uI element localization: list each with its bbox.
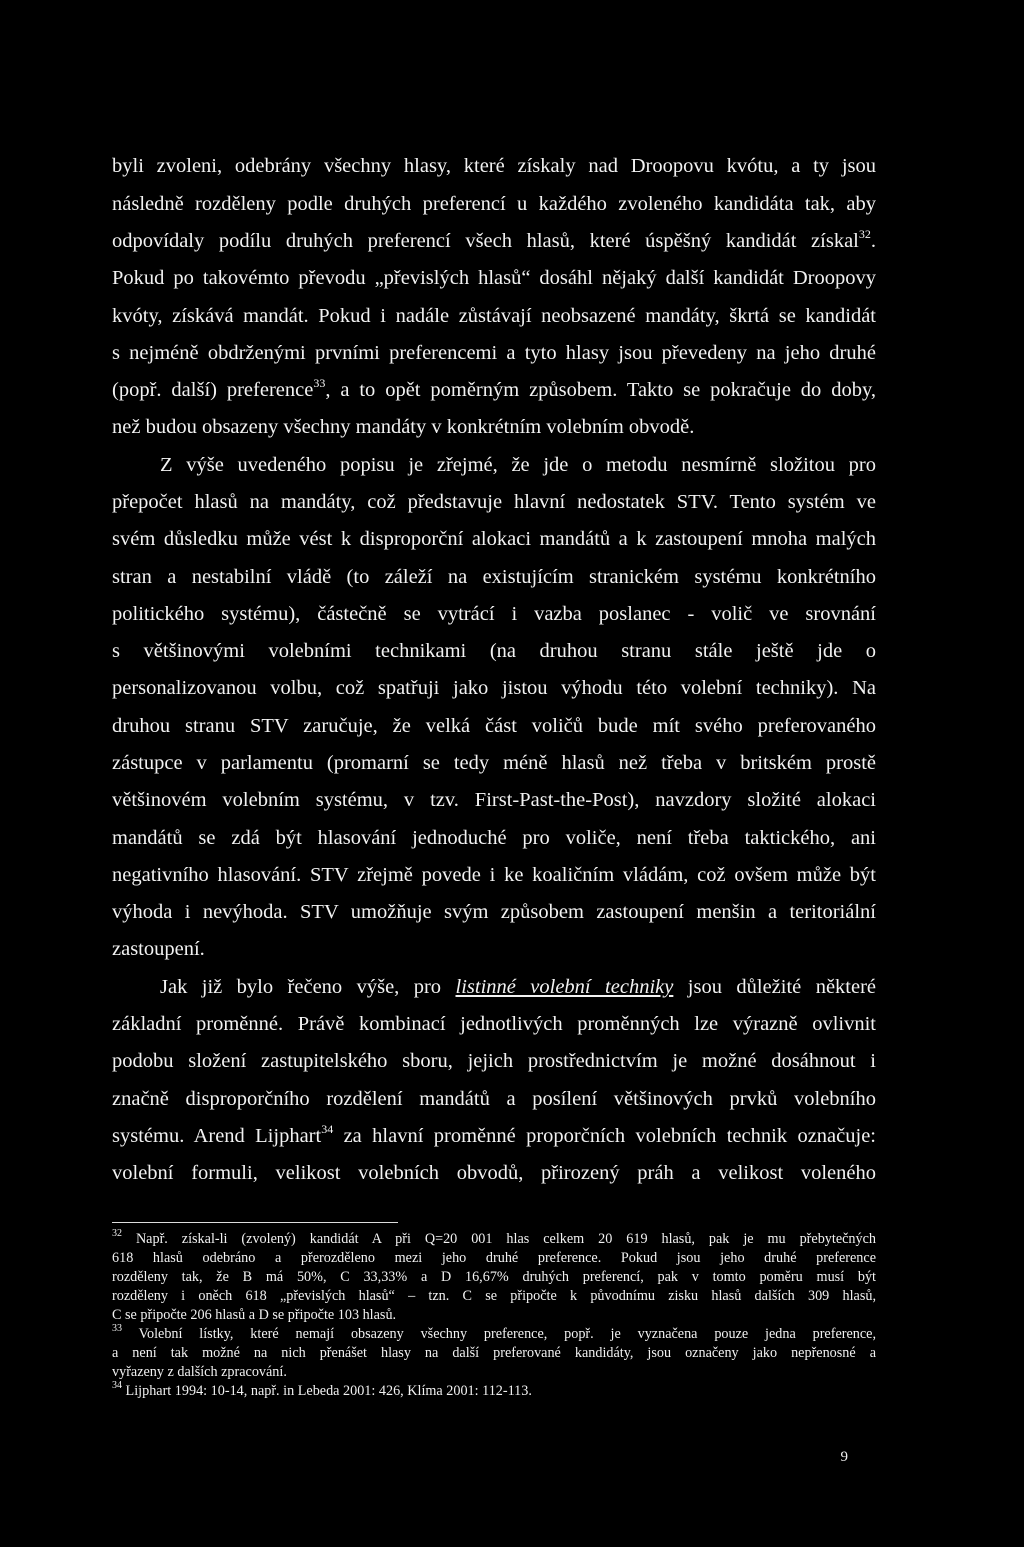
paragraph-first-line: Jak již bylo řečeno výše, pro listinné volební techniky jsou důležité některé bbox=[160, 976, 877, 998]
footnote-line: C se připočte 206 hlasů a D se připočte 103 hlasů. bbox=[112, 1307, 397, 1323]
page-number: 9 bbox=[840, 1449, 848, 1465]
body-line: systému. Arend Lijphart$^{34}$ za hlavní proměnné proporčních volebních technik označuje: bbox=[112, 1122, 876, 1147]
footnote-number: 33 bbox=[112, 1323, 122, 1334]
body-line: výhoda i nevýhoda. STV umožňuje svým způsobem zastoupení menšin a teritoriální bbox=[112, 901, 876, 923]
paragraph-first-line: Z výše uvedeného popisu je zřejmé, že jde o metodu nesmírně složitou pro bbox=[160, 454, 876, 476]
body-line: přepočet hlasů na mandáty, což představuje hlavní nedostatek STV. Tento systém ve bbox=[112, 491, 876, 513]
body-line: Pokud po takovémto převodu „převislých hlasů“ dosáhl nějaký další kandidát Droopovy bbox=[112, 267, 876, 289]
body-line: personalizovanou volbu, což spatřuji jako jistou výhodu této volební techniky). Na bbox=[112, 677, 876, 699]
body-line: politického systému), částečně se vytrácí i vazba poslanec - volič ve srovnání bbox=[112, 603, 876, 625]
body-line: základní proměnné. Právě kombinací jednotlivých proměnných lze výrazně ovlivnit bbox=[112, 1013, 876, 1035]
body-line: než budou obsazeny všechny mandáty v konkrétním volebním obvodě. bbox=[112, 416, 695, 438]
footnote-number: 32 bbox=[112, 1228, 122, 1239]
body-line: zastoupení. bbox=[112, 938, 205, 960]
footnote-33: $^{33}$ Volební lístky, které nemají obsazeny všechny preference, popř. je vyznačena pouze jedna preference, bbox=[112, 1323, 876, 1342]
footnote-ref-33[interactable]: 33 bbox=[313, 376, 326, 390]
footnote-ref-34[interactable]: 34 bbox=[321, 1122, 334, 1136]
body-line: (popř. další) preference$^{33}$, a to opět poměrným způsobem. Takto se pokračuje do doby, bbox=[112, 376, 876, 401]
body-line: byli zvoleni, odebrány všechny hlasy, které získaly nad Droopovu kvótu, a ty jsou bbox=[112, 155, 876, 177]
body-line: s většinovými volebními technikami (na druhou stranu stále ještě jde o bbox=[112, 640, 876, 662]
body-line: mandátů se zdá být hlasování jednoduché pro voliče, není třeba taktického, ani bbox=[112, 827, 876, 849]
body-line: kvóty, získává mandát. Pokud i nadále zůstávají neobsazené mandáty, škrtá se kandidát bbox=[112, 305, 876, 327]
link-listinne-volebni-techniky[interactable]: listinné volební techniky bbox=[455, 976, 674, 998]
body-line: značně disproporčního rozdělení mandátů a posílení většinových prvků volebního bbox=[112, 1088, 876, 1110]
body-line: většinovém volebním systému, v tzv. First-Past-the-Post), navzdory složité alokaci bbox=[112, 789, 876, 811]
footnote-34: $^{34}$ Lijphart 1994: 10-14, např. in Lebeda 2001: 426, Klíma 2001: 112-113. bbox=[112, 1380, 532, 1399]
body-line: svém důsledku může vést k disproporční alokaci mandátů a k zastoupení mnoha malých bbox=[112, 528, 876, 550]
body-line: negativního hlasování. STV zřejmě povede i ke koaličním vládám, což ovšem může být bbox=[112, 864, 876, 886]
footnote-line: 618 hlasů odebráno a přerozděleno mezi jeho druhé preference. Pokud jsou jeho druhé preference bbox=[112, 1250, 876, 1266]
footnote-line: a není tak možné na nich přenášet hlasy na další preferované kandidáty, jsou označeny jako nepřenosné a bbox=[112, 1345, 876, 1361]
body-line: stran a nestabilní vládě (to záleží na existujícím stranickém systému konkrétního bbox=[112, 566, 876, 588]
body-line: odpovídaly podílu druhých preferencí všech hlasů, které úspěšný kandidát získal$^{32}$. bbox=[112, 227, 876, 252]
footnote-number: 34 bbox=[112, 1380, 122, 1391]
footnote-ref-32[interactable]: 32 bbox=[858, 227, 871, 241]
footnote-line: rozděleny tak, že B má 50%, C 33,33% a D 16,67% druhých preferencí, pak v tomto poměru musí být bbox=[112, 1269, 876, 1285]
footnote-separator bbox=[112, 1222, 398, 1223]
body-line: druhou stranu STV zaručuje, že velká část voličů bude mít svého preferovaného bbox=[112, 715, 876, 737]
footnote-line: vyřazeny z dalších zpracování. bbox=[112, 1364, 287, 1380]
body-line: následně rozděleny podle druhých preferencí u každého zvoleného kandidáta tak, aby bbox=[112, 193, 876, 215]
body-line: volební formuli, velikost volebních obvodů, přirozený práh a velikost voleného bbox=[112, 1162, 876, 1184]
body-line: zástupce v parlamentu (promarní se tedy méně hlasů než třeba v britském prostě bbox=[112, 752, 876, 774]
footnote-line: rozděleny i oněch 618 „převislých hlasů“ – tzn. C se připočte k původnímu zisku hlasů dalších 309 hlasů, bbox=[112, 1288, 876, 1304]
body-line: s nejméně obdrženými prvními preferencemi a tyto hlasy jsou převedeny na jeho druhé bbox=[112, 342, 876, 364]
footnote-32: $^{32}$ Např. získal-li (zvolený) kandidát A při Q=20 001 hlas celkem 20 619 hlasů, pak je mu přebytečných bbox=[112, 1228, 876, 1247]
body-line: podobu složení zastupitelského sboru, jejich prostřednictvím je možné dosáhnout i bbox=[112, 1050, 876, 1072]
